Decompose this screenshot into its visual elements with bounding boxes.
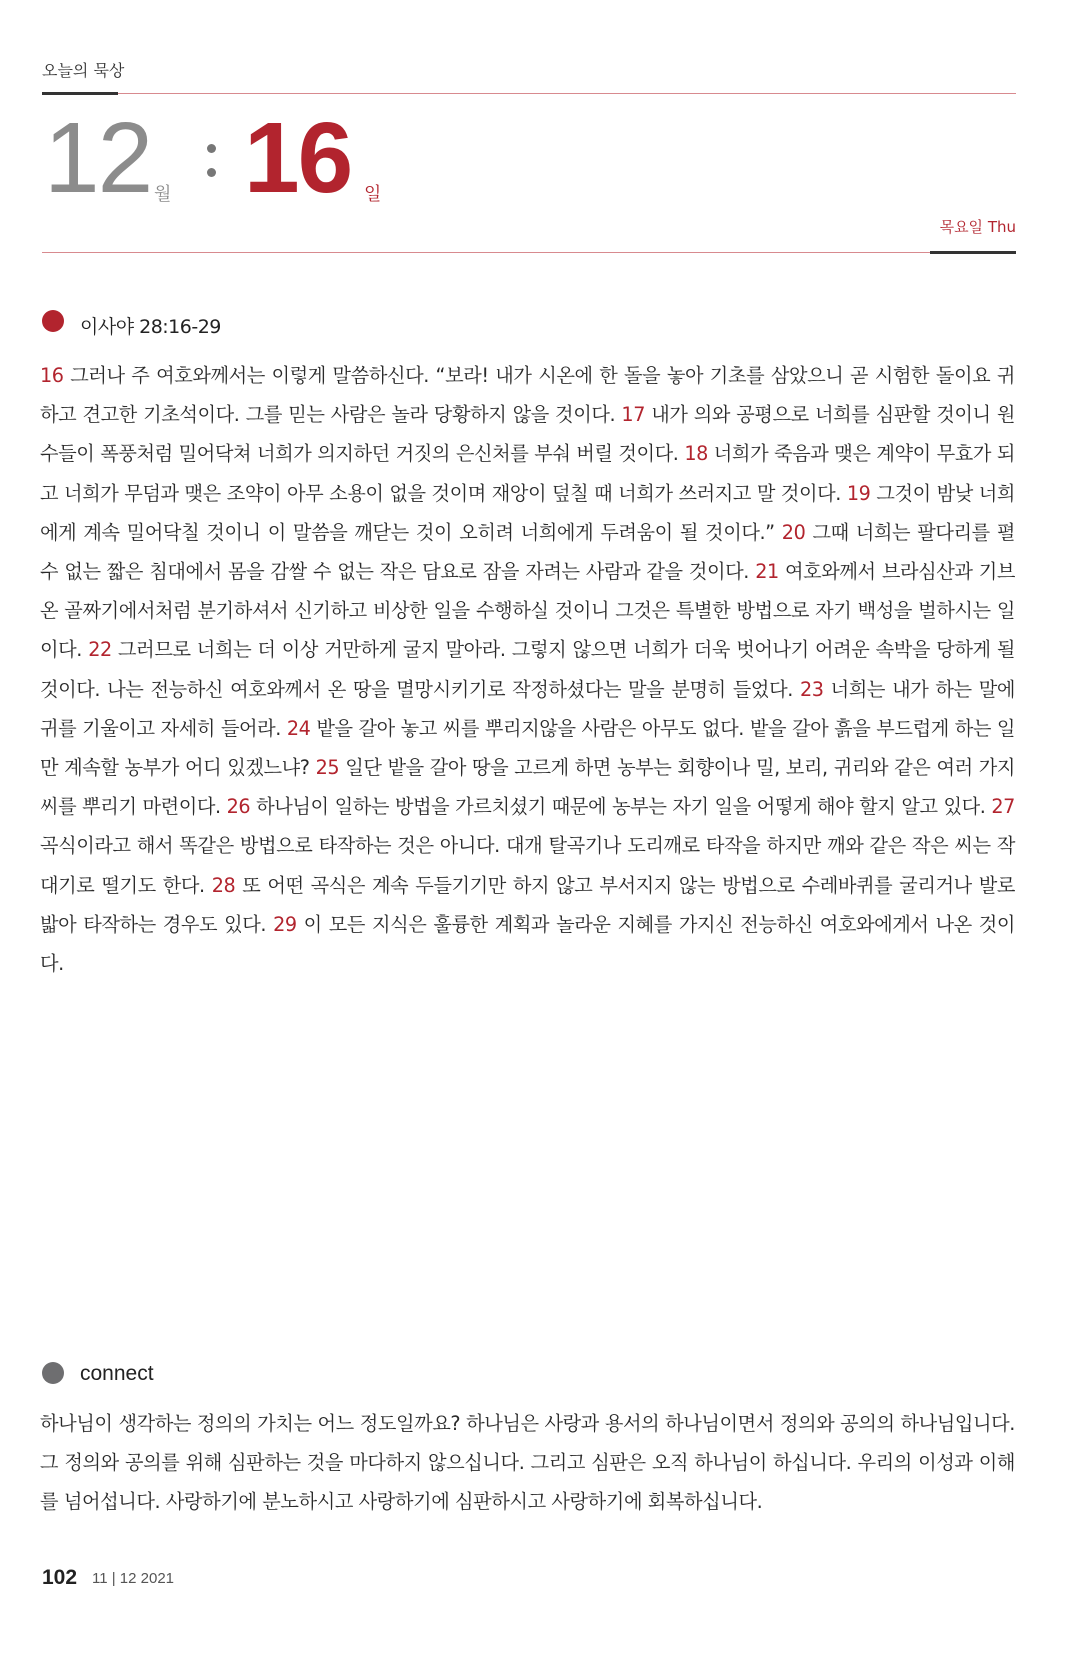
section-title: 오늘의 묵상 (42, 61, 125, 80)
verse-text: 내가 의와 공평으로 너희를 심판할 것이니 원수들이 폭풍처럼 밀어닥쳐 너희가 의지하던 거짓의 은신처를 부숴 버릴 것이다. (40, 403, 1015, 466)
weekday-underline (930, 251, 1016, 254)
date-day-unit: 일 (364, 184, 382, 205)
verse-text: 또 어떤 곡식은 계속 두들기기만 하지 않고 부서지지 않는 방법으로 수레바퀴를 굴리거나 발로 밟아 타작하는 경우도 있다. (40, 873, 1015, 936)
header-rule (42, 252, 930, 253)
issue-date: 11 | 12 2021 (92, 1570, 175, 1587)
page-number: 102 (42, 1566, 78, 1589)
passage-reference: 이사야 28:16-29 (80, 316, 221, 338)
verse-number: 16 (40, 364, 64, 387)
verse-text: 그것이 밤낮 너희에게 계속 밀어닥칠 것이니 이 말씀을 깨닫는 것이 오히려 너희에게 두려움이 될 것이다.” (40, 481, 1015, 544)
verse-number: 23 (799, 677, 824, 701)
verse-text: 그때 너희는 팔다리를 펼 수 없는 짧은 침대에서 몸을 감쌀 수 없는 작은 담요로 잠을 자려는 사람과 같을 것이다. (40, 520, 1015, 584)
verse-number: 21 (755, 560, 779, 584)
connect-text: 하나님이 생각하는 정의의 가치는 어느 정도일까요? 하나님은 사랑과 용서의 하나님이면서 정의와 공의의 하나님입니다. 그 정의와 공의를 위해 심판하는 것을 마다하지 않으십니다. 그리고 심판은 오직 하나님이 하십니다. 우리의 이성과 이해를 넘어섭니다. 사랑하기에 분노하시고 사랑하기에 심판하시고 사랑하기에 회복하십니다. (40, 1412, 1015, 1514)
connect-title: connect (80, 1362, 154, 1385)
verse-number: 26 (226, 795, 251, 819)
verse-number: 22 (88, 638, 112, 662)
title-rule (118, 93, 1016, 94)
verse-number: 29 (273, 912, 297, 936)
verse-number: 19 (846, 481, 871, 505)
verse-text: 여호와께서 브라심산과 기브온 골짜기에서처럼 분기하셔서 신기하고 비상한 일을 수행하실 것이니 그것은 특별한 방법으로 자기 백성을 벌하시는 일이다. (40, 560, 1016, 662)
passage-text (40, 356, 1015, 983)
weekday-label: 목요일 Thu (939, 218, 1016, 236)
verse-number: 18 (684, 442, 708, 466)
passage-bullet-icon (42, 310, 64, 332)
verse-number: 25 (315, 756, 340, 780)
verse-text: 일단 밭을 갈아 땅을 고르게 하면 농부는 회향이나 밀, 보리, 귀리와 같은 여러 가지 씨를 뿌리기 마련이다. (40, 756, 1015, 819)
verse-text: 이 모든 지식은 훌륭한 계획과 놀라운 지혜를 가지신 전능하신 여호와에게서 나온 것이다. (40, 912, 1016, 976)
verse-number: 27 (991, 795, 1015, 819)
verse-number: 28 (211, 873, 236, 897)
verse-text: 곡식이라고 해서 똑같은 방법으로 타작하는 것은 아니다. 대개 탈곡기나 도리깨로 타작을 하지만 깨와 같은 작은 씨는 작대기로 떨기도 한다. (40, 834, 1015, 897)
date-month: 12 (44, 102, 152, 214)
date-day: 16 (244, 102, 352, 214)
verse-number: 20 (781, 520, 806, 544)
verse-text: 너희는 내가 하는 말에 귀를 기울이고 자세히 들어라. (40, 677, 1015, 740)
date-separator (207, 144, 217, 190)
date-separator-dot (207, 144, 216, 153)
verse-text: 그러므로 너희는 더 이상 거만하게 굴지 말아라. 그렇지 않으면 너희가 더욱 벗어나기 어려운 속박을 당하게 될 것이다. 나는 전능하신 여호와께서 온 땅을 멸망시키기로 작정하셨다는 말을 분명히 들었다. (40, 638, 1015, 701)
verse-text: 그러나 주 여호와께서는 이렇게 말씀하신다. “보라! 내가 시온에 한 돌을 놓아 기초를 삼았으니 곧 시험한 돌이요 귀하고 견고한 기초석이다. 그를 믿는 사람은 놀라 당황하지 않을 것이다. (40, 364, 1015, 427)
verse-number: 17 (621, 403, 646, 427)
title-underline (42, 92, 118, 95)
connect-bullet-icon (42, 1362, 64, 1384)
verse-text: 밭을 갈아 놓고 씨를 뿌리지않을 사람은 아무도 없다. 밭을 갈아 흙을 부드럽게 하는 일만 계속할 농부가 어디 있겠느냐? (40, 716, 1015, 780)
verse-text: 하나님이 일하는 방법을 가르치셨기 때문에 농부는 자기 일을 어떻게 해야 할지 알고 있다. (250, 795, 992, 819)
date-separator-dot (207, 168, 216, 177)
date-month-unit: 월 (154, 184, 172, 205)
verse-number: 24 (286, 716, 311, 740)
verse-text: 너희가 죽음과 맺은 계약이 무효가 되고 너희가 무덤과 맺은 조약이 아무 소용이 없을 것이며 재앙이 덮칠 때 너희가 쓰러지고 말 것이다. (40, 442, 1015, 505)
